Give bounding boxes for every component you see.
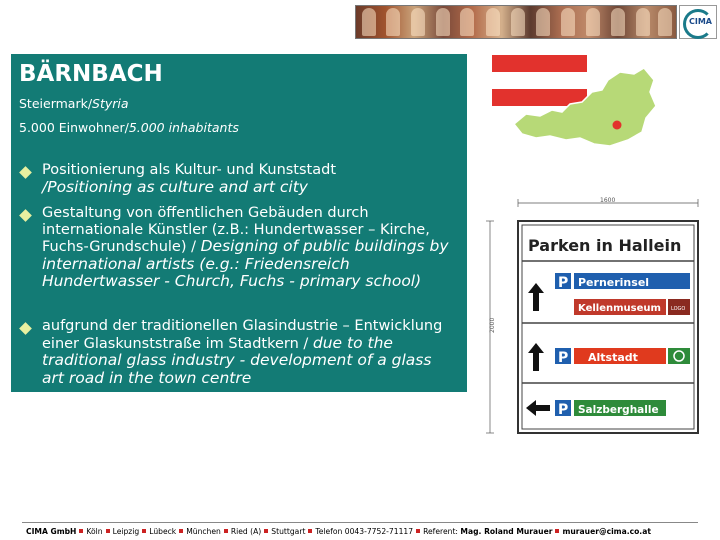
- info-panel: [11, 54, 467, 392]
- footer-divider: [22, 522, 698, 523]
- sign-row-1: Pernerinsel: [578, 276, 650, 289]
- dim-height: 2000: [489, 317, 496, 333]
- bullet-icon: [19, 209, 32, 222]
- bullet-text-1: Positionierung als Kultur- und Kunststadt /Positioning as culture and art city: [42, 162, 337, 196]
- population-line: 5.000 Einwohner/5.000 inhabitants: [19, 120, 239, 135]
- sign-header: Parken in Hallein: [528, 236, 682, 255]
- footer-email: murauer@cima.co.at: [562, 527, 651, 536]
- parking-sign-illustration: [478, 193, 714, 443]
- sign-row-3: Altstadt: [588, 351, 638, 364]
- dim-width: 1600: [600, 197, 616, 204]
- footer: CIMA GmbH Köln Leipzig Lübeck München Ried (A) Stuttgart Telefon 0043-7752-71117 Referent: Mag. Roland Murauer murauer@cima.co.at: [26, 527, 651, 536]
- bullet-text-3: aufgrund der traditionellen Glasindustrie – Entwicklung einer Glaskunststraße im Stadtkern / due to the traditional glass industry - development of a glass art road in the town centre: [42, 318, 443, 387]
- sign-row-4: Salzberghalle: [578, 404, 659, 416]
- svg-text:P: P: [558, 350, 569, 366]
- page-title: BÄRNBACH: [19, 61, 163, 87]
- austria-map-icon: [510, 62, 660, 152]
- bullet-icon: [19, 166, 32, 179]
- cima-logo: CIMA: [679, 5, 717, 39]
- svg-text:P: P: [558, 402, 569, 418]
- svg-text:P: P: [558, 275, 569, 291]
- region-line: Steiermark/Styria: [19, 96, 129, 111]
- bullet-icon: [19, 322, 32, 335]
- header-photo-strip: [355, 5, 677, 39]
- svg-text:LOGO: LOGO: [671, 306, 686, 312]
- bullet-text-2: Gestaltung von öffentlichen Gebäuden durch internationale Künstler (z.B.: Hundertwasser – Kirche, Fuchs-Grundschule) / Designing of public buildings by international artists (e.g.: Friedensreich Hundertwasser - Church, Fuchs - primary school): [42, 205, 449, 290]
- sign-row-2: Kellenmuseum: [578, 303, 661, 314]
